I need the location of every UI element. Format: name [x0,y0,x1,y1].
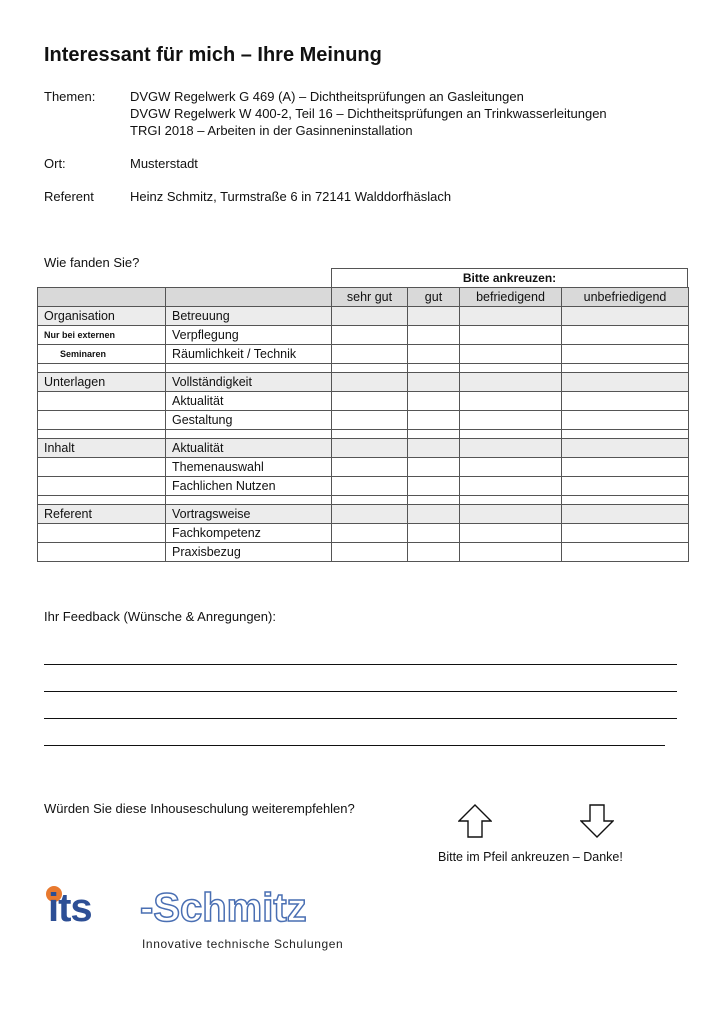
criterion-label: Fachlichen Nutzen [166,477,332,496]
rating-header-row [38,288,689,307]
themen-line-3: TRGI 2018 – Arbeiten in der Gasinneninstallation [130,123,413,138]
header-3: unbefriedigend [562,288,689,307]
rating-checkbox-cell[interactable] [332,524,408,543]
rating-checkbox-cell[interactable] [460,458,562,477]
rating-checkbox-cell[interactable] [562,458,689,477]
spacer-row [38,496,689,505]
group-label: Organisation [38,307,166,326]
rating-checkbox-cell[interactable] [408,373,460,392]
rating-checkbox-cell[interactable] [332,392,408,411]
group-empty-cell [38,524,166,543]
spacer-cell [460,496,562,505]
rating-checkbox-cell[interactable] [332,477,408,496]
rating-checkbox-cell[interactable] [460,524,562,543]
page-title: Interessant für mich – Ihre Meinung [44,44,382,66]
themen-line-2: DVGW Regelwerk W 400-2, Teil 16 – Dichtheitsprüfungen an Trinkwasserleitungen [130,106,607,121]
spacer-cell [166,364,332,373]
table-row [38,373,689,392]
logo-schmitz: -Schmitz [140,886,307,930]
referent-label: Referent [44,189,94,204]
rating-caption: Bitte ankreuzen: [331,268,688,287]
ort-value: Musterstadt [130,156,198,171]
table-row [38,411,689,430]
rating-checkbox-cell[interactable] [460,505,562,524]
rating-checkbox-cell[interactable] [408,326,460,345]
rating-checkbox-cell[interactable] [562,373,689,392]
rating-checkbox-cell[interactable] [332,411,408,430]
rating-checkbox-cell[interactable] [332,543,408,562]
table-row [38,326,689,345]
rating-checkbox-cell[interactable] [562,543,689,562]
spacer-cell [408,430,460,439]
rating-checkbox-cell[interactable] [332,326,408,345]
themen-line-1: DVGW Regelwerk G 469 (A) – Dichtheitsprüfungen an Gasleitungen [130,89,524,104]
rating-checkbox-cell[interactable] [332,307,408,326]
logo-its: its [48,886,92,930]
rating-checkbox-cell[interactable] [408,345,460,364]
spacer-row [38,430,689,439]
rating-checkbox-cell[interactable] [562,505,689,524]
group-empty-cell [38,392,166,411]
header-0: sehr gut [332,288,408,307]
arrow-down-icon[interactable] [580,804,614,838]
rating-checkbox-cell[interactable] [332,345,408,364]
rating-checkbox-cell[interactable] [332,439,408,458]
group-empty-cell [38,411,166,430]
rating-checkbox-cell[interactable] [562,439,689,458]
thanks-note: Bitte im Pfeil ankreuzen – Danke! [438,850,623,864]
feedback-line-2[interactable] [44,691,677,692]
criterion-label: Praxisbezug [166,543,332,562]
spacer-cell [38,430,166,439]
rating-checkbox-cell[interactable] [332,505,408,524]
group-empty-cell [38,477,166,496]
table-row [38,543,689,562]
rating-checkbox-cell[interactable] [408,458,460,477]
criterion-label: Aktualität [166,439,332,458]
spacer-cell [408,496,460,505]
rating-checkbox-cell[interactable] [408,543,460,562]
table-row [38,392,689,411]
criterion-label: Fachkompetenz [166,524,332,543]
rating-checkbox-cell[interactable] [460,307,562,326]
spacer-cell [38,496,166,505]
criterion-label: Gestaltung [166,411,332,430]
group-empty-cell [38,543,166,562]
table-row [38,524,689,543]
spacer-cell [460,430,562,439]
criterion-label: Vortragsweise [166,505,332,524]
rating-checkbox-cell[interactable] [562,392,689,411]
table-row [38,345,689,364]
arrow-up-icon[interactable] [458,804,492,838]
rating-checkbox-cell[interactable] [332,458,408,477]
criterion-label: Vollständigkeit [166,373,332,392]
rating-checkbox-cell[interactable] [562,345,689,364]
group-note: Nur bei externen [38,326,166,345]
themen-label: Themen: [44,89,96,104]
spacer-cell [332,430,408,439]
header-2: befriedigend [460,288,562,307]
spacer-cell [408,364,460,373]
table-row [38,458,689,477]
spacer-cell [166,496,332,505]
rating-checkbox-cell[interactable] [562,307,689,326]
rating-checkbox-cell[interactable] [562,477,689,496]
rating-checkbox-cell[interactable] [460,373,562,392]
group-empty-cell [38,458,166,477]
rating-checkbox-cell[interactable] [408,439,460,458]
rating-checkbox-cell[interactable] [562,411,689,430]
group-note: Seminaren [38,345,166,364]
criterion-label: Betreuung [166,307,332,326]
recommend-question: Würden Sie diese Inhouseschulung weiterempfehlen? [44,801,355,816]
rating-checkbox-cell[interactable] [460,411,562,430]
table-row [38,505,689,524]
rating-checkbox-cell[interactable] [460,477,562,496]
rating-checkbox-cell[interactable] [562,326,689,345]
rating-checkbox-cell[interactable] [460,392,562,411]
criterion-label: Aktualität [166,392,332,411]
rating-checkbox-cell[interactable] [460,439,562,458]
feedback-label: Ihr Feedback (Wünsche & Anregungen): [44,609,276,624]
spacer-cell [38,364,166,373]
rating-checkbox-cell[interactable] [460,345,562,364]
rating-checkbox-cell[interactable] [332,373,408,392]
criterion-label: Themenauswahl [166,458,332,477]
feedback-line-1[interactable] [44,664,677,665]
feedback-line-3[interactable] [44,718,677,719]
rating-checkbox-cell[interactable] [408,411,460,430]
group-label: Referent [38,505,166,524]
table-row [38,439,689,458]
header-1: gut [408,288,460,307]
header-empty-cell [166,288,332,307]
rating-question: Wie fanden Sie? [44,255,140,270]
rating-checkbox-cell[interactable] [408,307,460,326]
spacer-cell [332,496,408,505]
referent-value: Heinz Schmitz, Turmstraße 6 in 72141 Walddorfhäslach [130,189,452,204]
spacer-cell [562,364,689,373]
table-row [38,477,689,496]
feedback-line-4[interactable] [44,745,665,746]
spacer-cell [166,430,332,439]
ort-label: Ort: [44,156,66,171]
group-label: Inhalt [38,439,166,458]
logo-tagline: Innovative technische Schulungen [142,937,344,951]
spacer-cell [460,364,562,373]
group-label: Unterlagen [38,373,166,392]
spacer-cell [562,496,689,505]
header-empty-cell [38,288,166,307]
criterion-label: Verpflegung [166,326,332,345]
rating-checkbox-cell[interactable] [562,524,689,543]
spacer-cell [332,364,408,373]
rating-checkbox-cell[interactable] [408,392,460,411]
table-row [38,307,689,326]
rating-checkbox-cell[interactable] [460,543,562,562]
rating-checkbox-cell[interactable] [408,524,460,543]
rating-checkbox-cell[interactable] [408,477,460,496]
rating-checkbox-cell[interactable] [408,505,460,524]
criterion-label: Räumlichkeit / Technik [166,345,332,364]
spacer-cell [562,430,689,439]
rating-checkbox-cell[interactable] [460,326,562,345]
spacer-row [38,364,689,373]
